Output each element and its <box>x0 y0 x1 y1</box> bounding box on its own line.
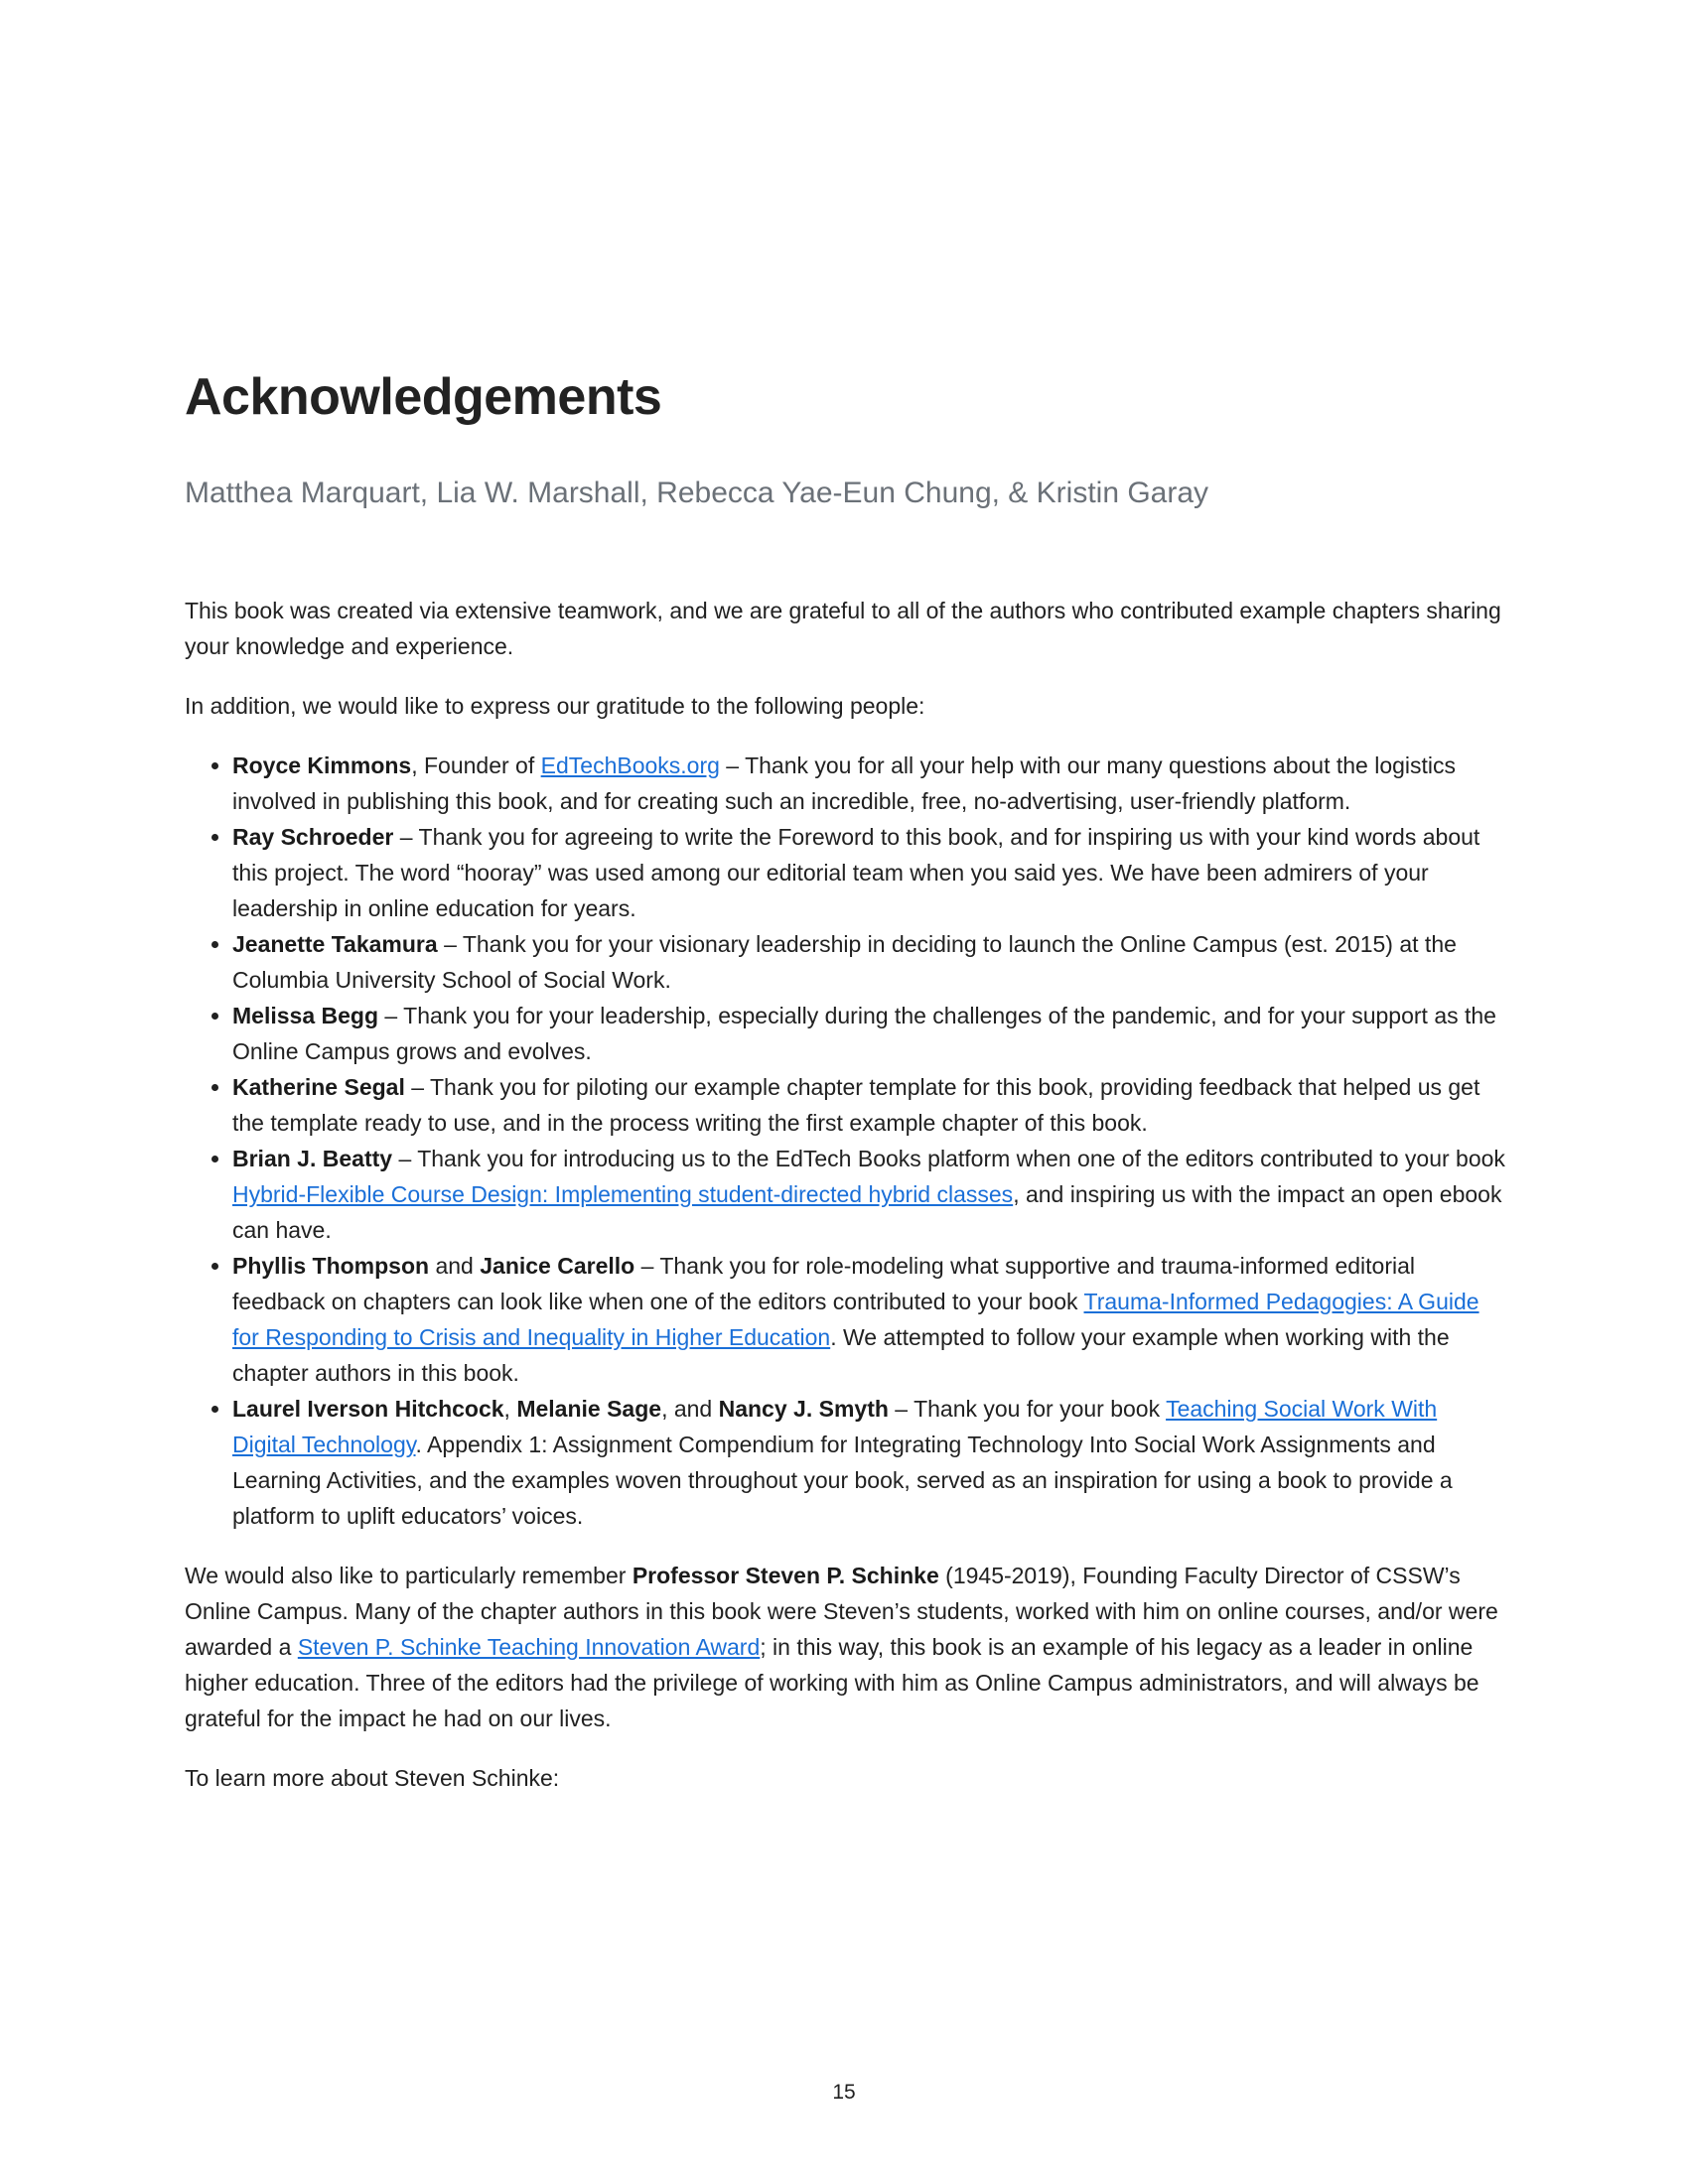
authors-line: Matthea Marquart, Lia W. Marshall, Rebecca Yae-Eun Chung, & Kristin Garay <box>185 477 1209 509</box>
person-name: Katherine Segal <box>232 1074 405 1100</box>
person-name: Nancy J. Smyth <box>718 1396 889 1422</box>
person-name: Royce Kimmons <box>232 752 412 778</box>
person-name: Ray Schroeder <box>232 824 394 850</box>
digital-technology-book-link[interactable]: Teaching Social Work With Digital Technology <box>232 1396 1438 1457</box>
remember-paragraph: We would also like to particularly remember Professor Steven P. Schinke (1945-2019), Founding Faculty Director of CSSW’s Online Campus. Many of the chapter authors in this book were Steven’s students, worked with him on online courses, and/or were awarded a Steven P. Schinke Teaching Innovation Award; in this way, this book is an example of his legacy as a leader in online higher education. Three of the editors had the privilege of working with him as Online Campus administrators, and will always be grateful for the impact he had on our lives. <box>185 1563 1498 1731</box>
list-item: • Jeanette Takamura – Thank you for your visionary leadership in deciding to launch the Online Campus (est. 2015) at the Columbia University School of Social Work. <box>232 926 1505 998</box>
list-item: • Melissa Begg – Thank you for your leadership, especially during the challenges of the pandemic, and for your support as the Online Campus grows and evolves. <box>232 998 1505 1069</box>
trauma-informed-book-link[interactable]: Trauma-Informed Pedagogies: A Guide for Responding to Crisis and Inequality in Higher Education <box>232 1289 1479 1350</box>
person-name: Melissa Begg <box>232 1003 378 1028</box>
schinke-award-link[interactable]: Steven P. Schinke Teaching Innovation Award <box>297 1634 761 1660</box>
person-name: Brian J. Beatty <box>232 1146 393 1171</box>
list-item: • Laurel Iverson Hitchcock, Melanie Sage, and Nancy J. Smyth – Thank you for your book Teaching Social Work With Digital Technology. Appendix 1: Assignment Compendium for Integrating Technology Into Social Work Assignments and Learning Activities, and the examples woven throughout your book, served as an inspiration for using a book to provide a platform to uplift educators’ voices. <box>232 1391 1505 1534</box>
person-name: Laurel Iverson Hitchcock <box>232 1396 504 1422</box>
person-name: Janice Carello <box>480 1253 635 1279</box>
edtechbooks-link[interactable]: EdTechBooks.org <box>540 752 720 778</box>
document-body <box>185 593 1505 1796</box>
list-item: • Brian J. Beatty – Thank you for introducing us to the EdTech Books platform when one of the editors contributed to your book Hybrid-Flexible Course Design: Implementing student-directed hybrid classes, and inspiring us with the impact an open ebook can have. <box>232 1141 1505 1248</box>
list-item: • Katherine Segal – Thank you for piloting our example chapter template for this book, providing feedback that helped us get the template ready to use, and in the process writing the first example chapter of this book. <box>232 1069 1505 1141</box>
addition-paragraph: In addition, we would like to express our gratitude to the following people: <box>185 693 925 719</box>
intro-paragraph: This book was created via extensive teamwork, and we are grateful to all of the authors who contributed example chapters sharing your knowledge and experience. <box>185 598 1501 659</box>
document-page <box>185 365 1505 1820</box>
person-name: Phyllis Thompson <box>232 1253 430 1279</box>
page-title: Acknowledgements <box>185 368 662 426</box>
learn-more-paragraph: To learn more about Steven Schinke: <box>185 1765 560 1791</box>
list-item: • Ray Schroeder – Thank you for agreeing to write the Foreword to this book, and for inspiring us with your kind words about this project. The word “hooray” was used among our editorial team when you said yes. We have been admirers of your leadership in online education for years. <box>232 819 1505 926</box>
person-name: Jeanette Takamura <box>232 931 438 957</box>
person-name: Professor Steven P. Schinke <box>632 1563 939 1588</box>
list-item: • Royce Kimmons, Founder of EdTechBooks.org – Thank you for all your help with our many questions about the logistics involved in publishing this book, and for creating such an incredible, free, no-advertising, user-friendly platform. <box>232 748 1505 819</box>
acknowledgement-list <box>185 748 1505 1534</box>
page-number: 15 <box>832 2081 856 2104</box>
list-item: • Phyllis Thompson and Janice Carello – Thank you for role-modeling what supportive and trauma-informed editorial feedback on chapters can look like when one of the editors contributed to your book Trauma-Informed Pedagogies: A Guide for Responding to Crisis and Inequality in Higher Education. We attempted to follow your example when working with the chapter authors in this book. <box>232 1248 1505 1391</box>
person-name: Melanie Sage <box>516 1396 662 1422</box>
hyflex-book-link[interactable]: Hybrid-Flexible Course Design: Implementing student-directed hybrid classes <box>232 1181 1014 1207</box>
